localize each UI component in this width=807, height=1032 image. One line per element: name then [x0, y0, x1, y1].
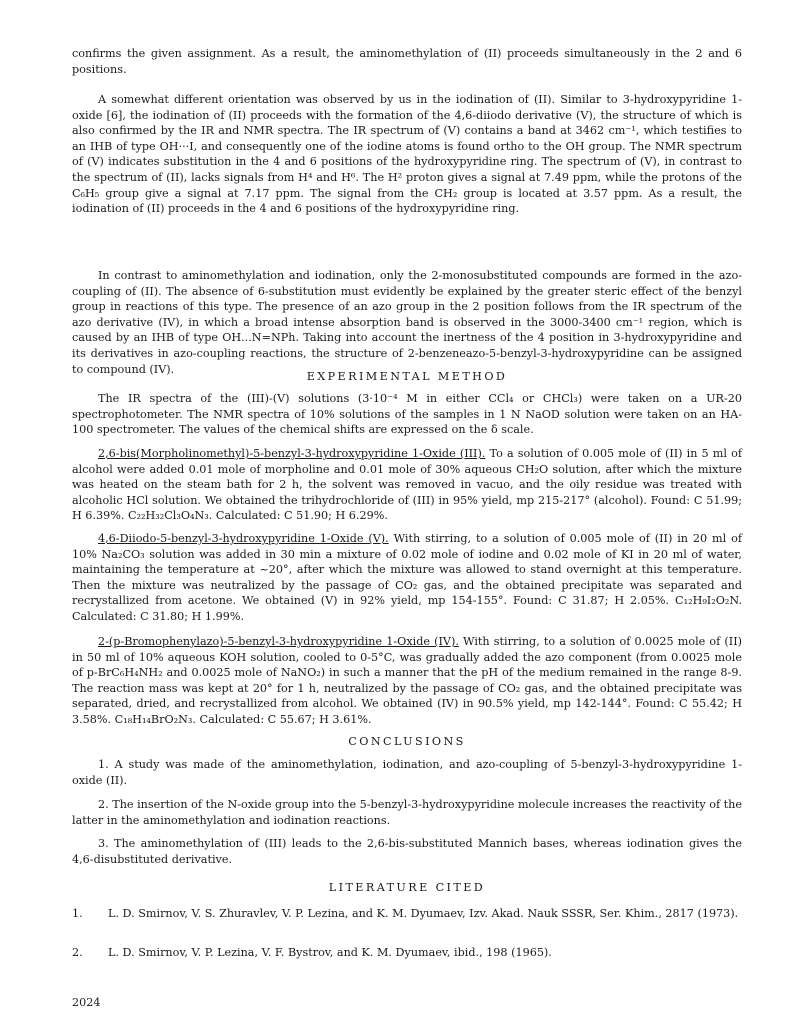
compound-v-title: 4,6-Diiodo-5-benzyl-3-hydroxypyridine 1-Oxide (V). — [98, 532, 389, 545]
conclusion-3: 3. The aminomethylation of (III) leads to the 2,6-bis-substituted Mannich bases, whereas iodination gives the 4,6-disubstituted derivative. — [72, 837, 742, 866]
reference-text: L. D. Smirnov, V. S. Zhuravlev, V. P. Lezina, and K. M. Dyumaev, Izv. Akad. Nauk SSSR, Ser. Khim., 2817 (1973). — [108, 907, 739, 920]
paragraph-compound-iii — [72, 446, 742, 524]
paragraph-spectra: The IR spectra of the (III)-(V) solutions (3·10⁻⁴ M in either CCl₄ or CHCl₃) were taken on a UR-20 spectrophotometer. The NMR spectra of 10% solutions of the samples in 1 N NaOD solution were taken on an HA-100 spectrometer. The values of the chemical shifts are expressed on the δ scale. — [72, 392, 742, 437]
reference-number: 1. — [72, 907, 83, 920]
conclusion-1: 1. A study was made of the aminomethylation, iodination, and azo-coupling of 5-benzyl-3-hydroxypyridine 1-oxide (II). — [72, 758, 742, 787]
paragraph-assignment: confirms the given assignment. As a result, the aminomethylation of (II) proceeds simultaneously in the 2 and 6 positions. — [72, 47, 742, 76]
compound-iii-title: 2,6-bis(Morpholinomethyl)-5-benzyl-3-hydroxypyridine 1-Oxide (III). — [98, 447, 486, 460]
paragraph-compound-iv — [72, 634, 742, 728]
compound-iv-body: With stirring, to a solution of 0.0025 mole of (II) in 50 ml of 10% aqueous KOH solution, cooled to 0-5°C, was gradually added the azo component (from 0.0025 mole of p-BrC₆H₄NH₂ and 0.0025 mole of NaNO₂) in such a manner that the pH of the medium remained in the range 8-9. The reaction mass was kept at 20° for 1 h, neutralized by the passage of CO₂ gas, and the obtained precipitate was separated, dried, and recrystallized from alcohol. We obtained (IV) in 90.5% yield, mp 142-144°. Found: C 55.42; H 3.58%. C₁₈H₁₄BrO₂N₃. Calculated: C 55.67; H 3.61%. — [72, 635, 742, 726]
heading-experimental-method: EXPERIMENTAL METHOD — [306, 370, 508, 383]
compound-iii-body: To a solution of 0.005 mole of (II) in 5 ml of alcohol were added 0.01 mole of morpholine and 0.01 mole of 30% aqueous CH₂O solution, after which the mixture was heated on the steam bath for 2 h, the solvent was removed in vacuo, and the oily residue was treated with alcoholic HCl solution. We obtained the trihydrochloride of (III) in 95% yield, mp 215-217° (alcohol). Found: C 51.99; H 6.39%. C₂₂H₃₂Cl₃O₄N₃. Calculated: C 51.90; H 6.29%. — [72, 447, 742, 523]
compound-iv-title: 2-(p-Bromophenylazo)-5-benzyl-3-hydroxypyridine 1-Oxide (IV). — [98, 635, 459, 648]
conclusion-2: 2. The insertion of the N-oxide group into the 5-benzyl-3-hydroxypyridine molecule increases the reactivity of the latter in the aminomethylation and iodination reactions. — [72, 798, 742, 827]
paragraph-compound-v — [72, 531, 742, 625]
heading-conclusions: CONCLUSIONS — [348, 735, 466, 748]
paragraph-iodination: A somewhat different orientation was observed by us in the iodination of (II). Similar to 3-hydroxypyridine 1-oxide [6], the iodination of (II) proceeds with the formation of the 4,6-diiodo derivative (V), the structure of which is also confirmed by the IR and NMR spectra. The IR spectrum of (V) contains a band at 3462 cm⁻¹, which testifies to an IHB of type OH···I, and consequently one of the iodine atoms is found ortho to the OH group. The NMR spectrum of (V) indicates substitution in the 4 and 6 positions of the hydroxypyridine ring. The spectrum of (V), in contrast to the spectrum of (II), lacks signals from H⁴ and H⁶. The H² proton gives a signal at 7.49 ppm, while the protons of the C₆H₅ group give a signal at 7.17 ppm. The signal from the CH₂ group is located at 3.57 ppm. As a result, the iodination of (II) proceeds in the 4 and 6 positions of the hydroxypyridine ring. — [72, 93, 742, 216]
paragraph-azo-coupling: In contrast to aminomethylation and iodination, only the 2-monosubstituted compounds are formed in the azo-coupling of (II). The absence of 6-substitution must evidently be explained by the greater steric effect of the benzyl group in reactions of this type. The presence of an azo group in the 2 position follows from the IR spectrum of the azo derivative (IV), in which a broad intense absorption band is observed in the 3000-3400 cm⁻¹ region, which is caused by an IHB of type OH...N=NPh. Taking into account the inertness of the 4 position in 3-hydroxypyridine and its derivatives in azo-coupling reactions, the structure of 2-benzeneazo-5-benzyl-3-hydroxypyridine can be assigned to compound (IV). — [72, 269, 742, 376]
reference-text: L. D. Smirnov, V. P. Lezina, V. F. Bystrov, and K. M. Dyumaev, ibid., 198 (1965). — [108, 946, 552, 959]
heading-literature-cited: LITERATURE CITED — [328, 881, 486, 894]
page-number: 2024 — [72, 996, 101, 1009]
reference-number: 2. — [72, 946, 83, 959]
compound-v-body: With stirring, to a solution of 0.005 mole of (II) in 20 ml of 10% Na₂CO₃ solution was added in 30 min a mixture of 0.02 mole of iodine and 0.02 mole of KI in 20 ml of water, maintaining the temperature at ~20°, after which the mixture was allowed to stand overnight at this temperature. Then the mixture was neutralized by the passage of CO₂ gas, and the obtained precipitate was separated and recrystallized from acetone. We obtained (V) in 92% yield, mp 154-155°. Found: C 31.87; H 2.05%. C₁₂H₉I₂O₂N. Calculated: C 31.80; H 1.99%. — [72, 532, 742, 623]
